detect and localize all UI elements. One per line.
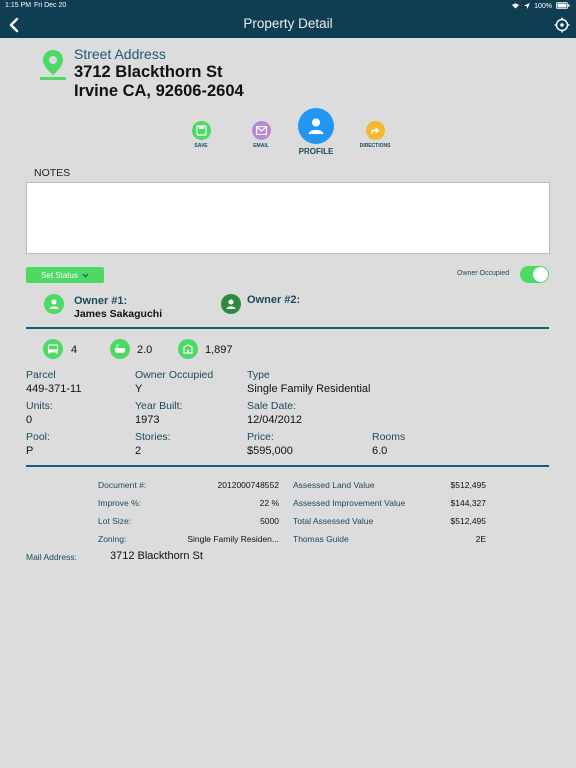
owner-2-avatar-icon — [221, 294, 241, 314]
mail-address-label: Mail Address: — [26, 552, 78, 562]
document-value: 2012000748552 — [217, 480, 279, 490]
parcel-value: 449-371-11 — [26, 383, 82, 395]
zoning-label: Zoning: — [98, 534, 127, 544]
sale-date-value: 12/04/2012 — [247, 414, 303, 426]
sale-date-label: Sale Date: — [247, 400, 297, 412]
pool-label: Pool: — [26, 431, 50, 443]
map-pin-icon — [38, 48, 68, 87]
year-built-value: 1973 — [135, 414, 160, 426]
wifi-icon — [511, 2, 520, 11]
address-line-1: 3712 Blackthorn St — [74, 63, 223, 81]
lot-size-value: 5000 — [260, 516, 279, 526]
person-icon — [298, 108, 334, 144]
owner-1-avatar-icon — [44, 294, 64, 314]
price-label: Price: — [247, 431, 274, 443]
improve-value: 22 % — [259, 498, 279, 508]
directions-button[interactable] — [359, 121, 391, 149]
units-value: 0 — [26, 414, 33, 426]
stories-value: 2 — [135, 445, 142, 457]
assessed-improvement-value: $144,327 — [450, 498, 486, 508]
save-icon — [192, 121, 211, 140]
address-label: Street Address — [74, 46, 166, 62]
status-bar — [0, 0, 576, 12]
stories-label: Stories: — [135, 431, 171, 443]
page-title: Property Detail — [243, 16, 333, 31]
chevron-down-icon — [82, 271, 89, 280]
envelope-icon — [252, 121, 271, 140]
baths-value: 2.0 — [137, 344, 153, 356]
owner-occupied-label: Owner Occupied — [135, 369, 214, 381]
set-status-label: Set Status — [41, 270, 78, 280]
divider-bottom — [26, 465, 549, 467]
total-assessed-value: $512,495 — [450, 516, 486, 526]
owner-1-label: Owner #1: — [74, 295, 128, 307]
assessed-land-label: Assessed Land Value — [293, 480, 375, 490]
parcel-label: Parcel — [26, 369, 56, 381]
owner-occupied-value: Y — [135, 383, 143, 395]
assessed-land-value: $512,495 — [450, 480, 486, 490]
notes-textarea[interactable] — [26, 182, 550, 254]
crosshair-icon[interactable] — [554, 17, 570, 33]
thomas-guide-value: 2E — [475, 534, 486, 544]
directions-arrow-icon — [366, 121, 385, 140]
set-status-dropdown[interactable] — [26, 267, 104, 283]
type-value: Single Family Residential — [247, 383, 371, 395]
lot-size-label: Lot Size: — [98, 516, 132, 526]
status-date: Fri Dec 20 — [34, 2, 67, 9]
status-time: 1:15 PM — [5, 2, 32, 9]
battery-icon — [556, 2, 570, 11]
email-button[interactable] — [247, 121, 275, 149]
owner-2-label: Owner #2: — [247, 294, 301, 306]
toggle-knob — [533, 267, 548, 282]
assessed-improvement-label: Assessed Improvement Value — [293, 498, 406, 508]
save-label: SAVE — [194, 143, 208, 149]
owner-occupied-toggle-label: Owner Occupied — [457, 270, 510, 277]
zoning-value: Single Family Residen... — [187, 534, 279, 544]
units-label: Units: — [26, 400, 53, 412]
rooms-value: 6.0 — [372, 445, 388, 457]
directions-label: DIRECTIONS — [359, 143, 391, 149]
bed-icon — [43, 339, 63, 359]
divider-top — [26, 327, 549, 329]
document-label: Document #: — [98, 480, 147, 490]
total-assessed-label: Total Assessed Value — [293, 516, 374, 526]
profile-label: PROFILE — [298, 147, 334, 156]
type-label: Type — [247, 369, 270, 381]
sqft-value: 1,897 — [205, 344, 233, 356]
mail-address-value: 3712 Blackthorn St — [110, 550, 203, 562]
profile-button[interactable] — [294, 108, 338, 156]
year-built-label: Year Built: — [135, 400, 183, 412]
beds-value: 4 — [71, 344, 78, 356]
improve-label: Improve %: — [98, 498, 141, 508]
floor-plan-icon — [178, 339, 198, 359]
owner-occupied-toggle[interactable] — [520, 266, 549, 283]
address-line-2: Irvine CA, 92606-2604 — [74, 82, 244, 100]
thomas-guide-label: Thomas Guide — [293, 534, 349, 544]
rooms-label: Rooms — [372, 431, 406, 443]
price-value: $595,000 — [247, 445, 293, 457]
email-label: EMAIL — [253, 143, 269, 149]
nav-bar — [0, 12, 576, 38]
location-arrow-icon — [524, 3, 530, 11]
status-right — [511, 2, 570, 11]
bath-icon — [110, 339, 130, 359]
battery-percent: 100% — [534, 3, 552, 10]
save-button[interactable] — [188, 121, 214, 149]
owner-1-name: James Sakaguchi — [74, 308, 163, 320]
notes-label: NOTES — [34, 167, 71, 179]
pool-value: P — [26, 445, 34, 457]
